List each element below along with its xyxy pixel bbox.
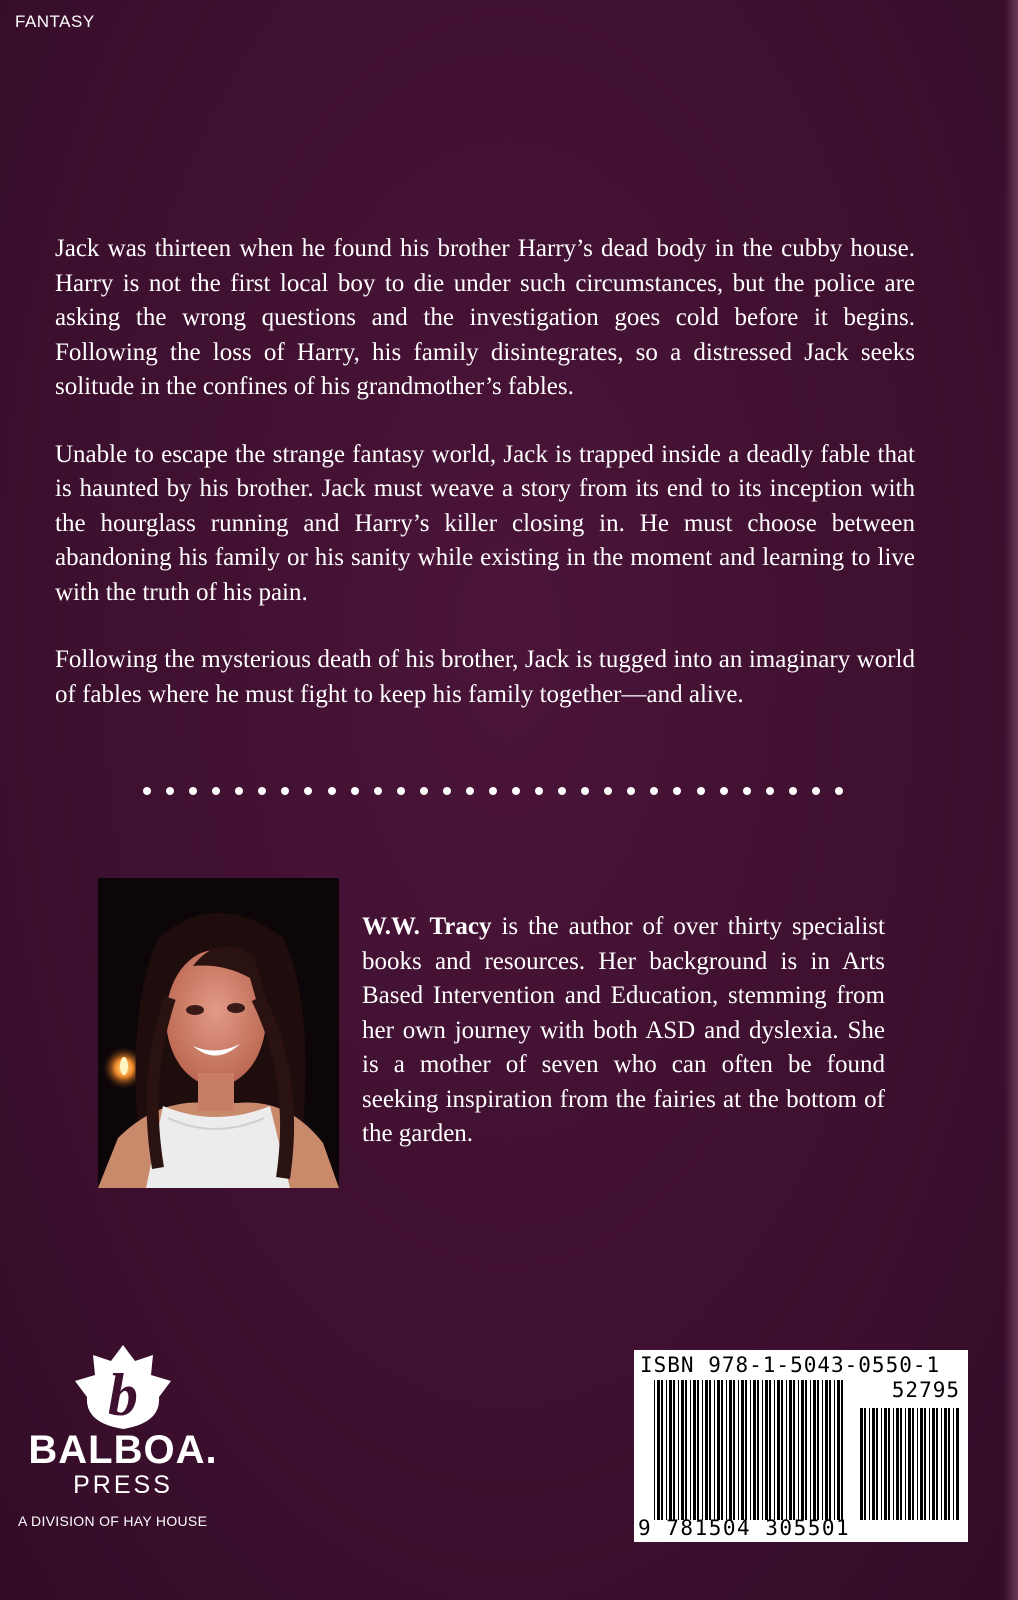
barcode-bar [774,1380,775,1520]
barcode-bar [709,1380,711,1520]
barcode-bar [733,1380,735,1520]
barcode-bar [721,1380,723,1520]
divider-dot [581,787,589,795]
barcode-bar [750,1380,751,1520]
genre-label: FANTASY [15,12,95,31]
divider-dot [697,787,705,795]
barcode-bar [745,1380,747,1520]
barcode-bar [908,1408,911,1520]
barcode-addon-bars [860,1408,960,1520]
divider-dot [789,787,797,795]
barcode-bar [793,1380,795,1520]
divider-dot [281,787,289,795]
barcode-bar [825,1380,828,1520]
isbn-number: ISBN 978-1-5043-0550-1 [640,1353,941,1377]
divider-dot [627,787,635,795]
barcode-bar [924,1408,926,1520]
barcode-bar [697,1380,699,1520]
barcode-bar [872,1408,875,1520]
barcode-bar [741,1380,744,1520]
barcode-bar [864,1408,866,1520]
divider-dot [812,787,820,795]
divider-dot [443,787,451,795]
barcode-bar [690,1380,691,1520]
author-name: W.W. Tracy [362,913,492,940]
author-portrait-image [98,878,339,1188]
barcode-bar [893,1408,894,1520]
barcode-bar [944,1408,947,1520]
barcode-main-bars [654,1380,846,1520]
barcode-bar [705,1380,708,1520]
barcode-bar [681,1380,684,1520]
barcode-bar [881,1408,882,1520]
barcode-bar [813,1380,816,1520]
divider-dot [420,787,428,795]
barcode-bar [753,1380,756,1520]
divider-dot [558,787,566,795]
barcode-bar [936,1408,938,1520]
barcode-bar [673,1380,675,1520]
book-spine-edge [1004,0,1018,1600]
divider-dot [512,787,520,795]
barcode-bar [678,1380,679,1520]
barcode-bar [666,1380,667,1520]
barcode-bar [912,1408,914,1520]
barcode-bar [841,1380,843,1520]
barcode-digits: 9 781504 305501 [638,1516,851,1540]
divider-dot [143,787,151,795]
barcode-bar [920,1408,923,1520]
barcode-bar [905,1408,906,1520]
barcode-bar [786,1380,787,1520]
barcode-bar [801,1380,804,1520]
barcode-bar [769,1380,771,1520]
divider-dot [374,787,382,795]
divider-dot [650,787,658,795]
barcode-bar [822,1380,823,1520]
barcode-bar [669,1380,672,1520]
barcode-bar [932,1408,935,1520]
barcode-bar [876,1408,878,1520]
barcode-bar [789,1380,792,1520]
divider-dot [235,787,243,795]
barcode-bar [805,1380,807,1520]
barcode-bar [657,1380,660,1520]
barcode-bar [729,1380,732,1520]
divider-dot [166,787,174,795]
barcode-bar [654,1380,655,1520]
publisher-name: BALBOA. [28,1428,218,1472]
barcode-bar [837,1380,840,1520]
barcode-bar [762,1380,763,1520]
divider-dot [720,787,728,795]
barcode-bar [834,1380,835,1520]
barcode-bar [685,1380,687,1520]
barcode-bar [941,1408,942,1520]
barcode-bar [956,1408,959,1520]
author-photo [98,878,339,1188]
divider-dot [766,787,774,795]
barcode-bar [765,1380,768,1520]
barcode-bar [948,1408,950,1520]
divider-dot [535,787,543,795]
divider-dot [304,787,312,795]
divider-dot [189,787,197,795]
divider-dot [397,787,405,795]
barcode-bar [869,1408,870,1520]
divider-dot [604,787,612,795]
barcode-bar [777,1380,780,1520]
divider-dot [212,787,220,795]
barcode-bar [829,1380,831,1520]
blurb-paragraph-3: Following the mysterious death of his brother, Jack is tugged into an imaginary world of fables where he must fight to keep his family together—and alive. [55,646,915,708]
barcode-bar [884,1408,887,1520]
barcode-bar [900,1408,902,1520]
barcode-bar [714,1380,715,1520]
blurb-paragraph-1: Jack was thirteen when he found his brother Harry’s dead body in the cubby house. Harry is not the first local boy to die under such circumstances, but the police are asking the wrong questions and the investigation goes cold before it begins. Following the loss of Harry, his family disintegrates, so a distressed Jack seeks solitude in the confines of his grandmother’s fables. [55,235,915,400]
divider-dot [835,787,843,795]
publisher-logo-letter: b [108,1362,138,1428]
publisher-division: A DIVISION OF HAY HOUSE [18,1513,208,1529]
barcode-bar [726,1380,727,1520]
author-bio-text: is the author of over thirty specialist books and resources. Her background is in Arts Based Intervention and Education, stemming from her own journey with both ASD and dyslexia. She is a mother of seven who can often be found seeking inspiration from the fairies at the bottom of the garden. [362,913,885,1147]
divider-dot [351,787,359,795]
barcode-bar [860,1408,863,1520]
barcode-bar [798,1380,799,1520]
publisher-subname: PRESS [73,1471,173,1499]
dotted-divider [143,787,843,797]
barcode-price-code: 52795 [891,1378,960,1402]
barcode-bar [810,1380,811,1520]
barcode-bar [917,1408,918,1520]
divider-dot [673,787,681,795]
divider-dot [743,787,751,795]
divider-dot [328,787,336,795]
barcode-bar [781,1380,783,1520]
barcode-bar [757,1380,759,1520]
blurb-paragraph-2: Unable to escape the strange fantasy world, Jack is trapped inside a deadly fable that is haunted by his brother. Jack must weave a story from its end to its inception with the hourglass running and Harry’s killer closing in. He must choose between abandoning his family or his sanity while existing in the moment and learning to live with the truth of his pain. [55,440,915,606]
barcode-bar [738,1380,739,1520]
lotus-logo-icon [67,1343,179,1431]
divider-dot [466,787,474,795]
barcode-bar [953,1408,954,1520]
author-bio [362,910,885,1152]
barcode-bar [929,1408,930,1520]
barcode-bar [661,1380,663,1520]
publisher-logo [18,1343,228,1529]
barcode-bar [888,1408,890,1520]
barcode-bar [702,1380,703,1520]
divider-dot [258,787,266,795]
back-cover-blurb [55,232,915,745]
barcode-bar [717,1380,720,1520]
divider-dot [489,787,497,795]
barcode-bar [896,1408,899,1520]
barcode-bar [693,1380,696,1520]
isbn-barcode [634,1350,968,1542]
barcode-bar [817,1380,819,1520]
